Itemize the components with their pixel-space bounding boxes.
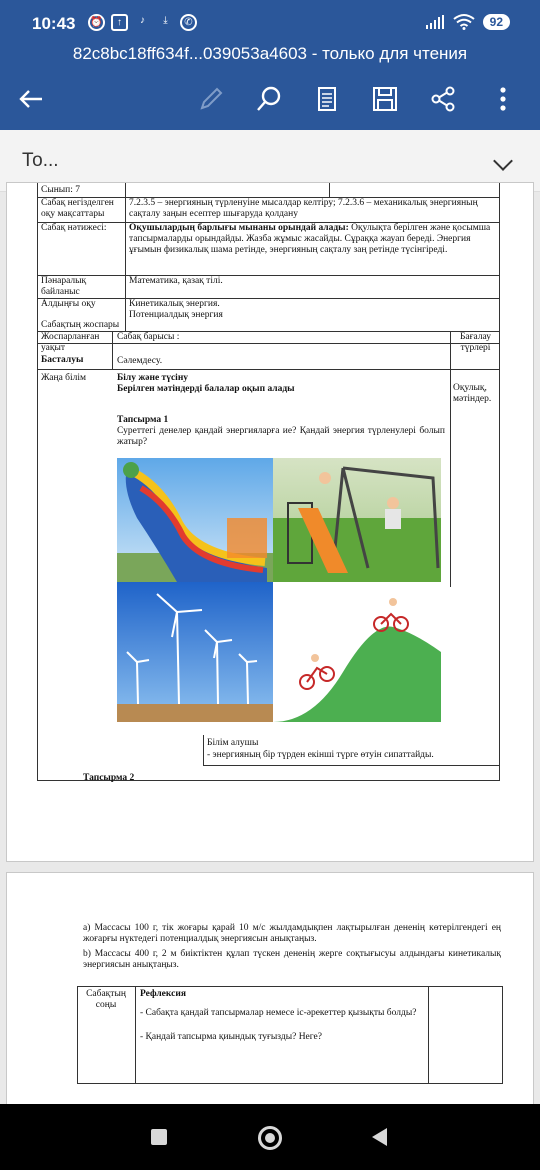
document-page-1: [6, 182, 534, 862]
plan-header-time: Жоспарланған уақыт: [41, 332, 100, 353]
status-bar: [0, 0, 540, 40]
share-icon[interactable]: [428, 84, 458, 114]
plan-heading: Сабақтың жоспары: [41, 320, 120, 330]
home-icon[interactable]: [258, 1126, 282, 1150]
outcome-body-text: Оқулықта берілген және қосымша тапсырмаларды орындайды. Жазба жұмыс жасайды. Сұраққа жауап береді. Энергия ұғымын физикалық шама ретінде, энергияның сақталу заң ретінде түсінгіреді.: [129, 223, 491, 255]
task2-b: b) Массасы 400 г, 2 м биіктіктен құлап түскен дененің жерге соқтығысуы алдындағы кинетикалық энергиясын анықтаңыз.: [83, 949, 501, 970]
battery-indicator: 92: [483, 14, 510, 30]
start-label: Басталуы: [41, 355, 84, 365]
wind-turbines-image: [117, 582, 273, 722]
prior-learning-text: Кинетикалық энергия. Потенциалдық энергия: [129, 299, 223, 320]
save-icon[interactable]: [370, 84, 400, 114]
task1-text: Суреттегі денелер қандай энергияларға ие? Қандай энергия түрленулері болып жатыр?: [117, 426, 445, 447]
chevron-down-icon[interactable]: [493, 151, 513, 171]
new-knowledge-label: Жаңа білім: [41, 373, 87, 383]
status-time: 10:43: [32, 14, 76, 33]
back-icon[interactable]: [372, 1128, 387, 1146]
search-icon[interactable]: [254, 84, 284, 114]
reflection-q2: - Қандай тапсырма қиындық туғызды? Неге?: [140, 1032, 322, 1042]
inflatable-slide-image: [117, 458, 273, 582]
wifi-icon: [453, 14, 475, 30]
top-app-bar: [0, 0, 540, 130]
playground-swing-image: [273, 458, 441, 582]
tiktok-icon: ♪: [140, 15, 145, 26]
toolbar: [0, 78, 540, 118]
new-knowledge-heading-2: Берілген мәтіндерді балалар оқып алады: [117, 384, 295, 394]
find-bar-text: То...: [22, 150, 59, 171]
outcome-label: Сабақ нәтижесі:: [41, 223, 107, 233]
reflection-title: Рефлексия: [140, 989, 186, 999]
grade-label: Сынып: 7: [41, 185, 81, 195]
download-icon: ⤓: [163, 15, 168, 26]
interdisciplinary-text: Математика, қазақ тілі.: [129, 276, 223, 286]
new-knowledge-heading-1: Білу және түсіну: [117, 373, 189, 383]
start-text: Сәлемдесу.: [117, 356, 163, 366]
status-right: [425, 14, 510, 30]
signal-icon: [425, 15, 445, 29]
prior-learning-label: Алдыңғы оқу: [41, 299, 96, 309]
new-knowledge-assess: Оқулық, мәтіндер.: [453, 383, 492, 404]
end-label: Сабақтың соңы: [86, 989, 126, 1010]
reflection-q1: - Сабақта қандай тапсырмалар немесе іс-әрекеттер қызықты болды?: [140, 1008, 417, 1018]
document-canvas[interactable]: [0, 185, 540, 1104]
back-arrow-icon[interactable]: [16, 84, 46, 114]
more-icon[interactable]: [488, 84, 518, 114]
task2-a: а) Массасы 100 г, тік жоғары қарай 10 м/с жылдамдықпен лақтырылған дененің көтерілгендегі ең жоғарғы нүктедегі потенциалдық энергиясын анықтаңыз.: [83, 923, 501, 944]
outcome-bold-text: Оқушылардың барлығы мынаны орындай алады:: [129, 223, 349, 233]
cyclist-hill-image: [273, 582, 441, 722]
system-nav-bar: [0, 1104, 540, 1170]
plan-header-assess: Бағалау түрлері: [459, 332, 492, 353]
learner-note-title: Білім алушы: [207, 738, 259, 748]
interdisciplinary-label: Пәнаралық байланыс: [41, 276, 87, 297]
notification-icons: [88, 14, 197, 31]
objectives-text: 7.2.3.5 – энергияның түрленуіне мысалдар келтіру; 7.2.3.6 – механикалық энергияның сақталу заңын есептер шығаруда қолдану: [129, 198, 478, 219]
recents-icon[interactable]: [151, 1129, 167, 1145]
task1-title: Тапсырма 1: [117, 415, 169, 425]
alarm-icon: ⏰: [88, 14, 105, 31]
document-title: 82c8bc18ff634f...039053a4603 - только для чтения: [72, 44, 468, 63]
whatsapp-icon: ✆: [180, 14, 197, 31]
reader-mode-icon[interactable]: [312, 84, 342, 114]
learner-note-text: - энергияның бір түрден екінші түрге өтуін сипаттайды.: [207, 750, 434, 760]
plan-header-course: Сабақ барысы :: [117, 332, 180, 342]
document-page-2: [6, 872, 534, 1112]
edit-pen-icon[interactable]: [196, 84, 226, 114]
objectives-label: Сабақ негізделген оқу мақсаттары: [41, 198, 114, 219]
task2-title: Тапсырма 2: [83, 773, 135, 783]
upload-icon: ↑: [111, 14, 128, 31]
outcome-text: [129, 223, 495, 256]
